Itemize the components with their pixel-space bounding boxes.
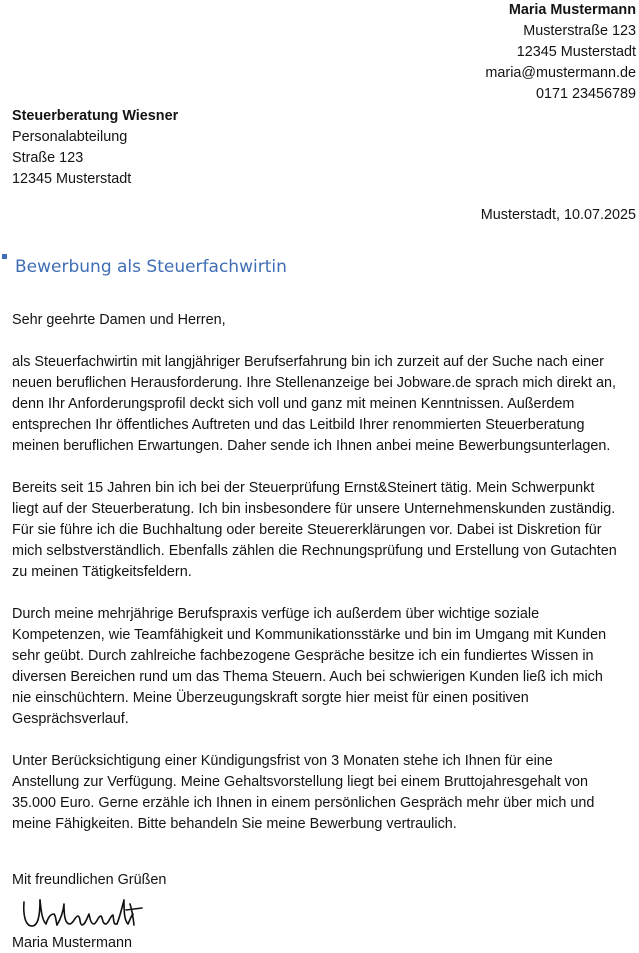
paragraph-line: meinen beruflichen Erwartungen. Daher sende ich Ihnen anbei meine Bewerbungsunterlagen. <box>12 438 611 454</box>
recipient-department: Personalabteilung <box>12 129 128 145</box>
paragraph-line: Für sie führe ich die Buchhaltung oder bereite Steuererklärungen vor. Dabei ist Diskretion für <box>12 522 602 538</box>
salutation: Sehr geehrte Damen und Herren, <box>12 312 226 328</box>
letter-body <box>12 310 634 856</box>
subject-marker-icon <box>2 254 7 259</box>
paragraph-line: Durch meine mehrjährige Berufspraxis verfüge ich außerdem über wichtige soziale <box>12 606 540 622</box>
paragraph-4 <box>12 751 634 835</box>
sender-block <box>485 0 636 105</box>
paragraph-line: Anstellung zur Verfügung. Meine Gehaltsvorstellung liegt bei einem Bruttojahresgehalt von <box>12 774 588 790</box>
signed-name: Maria Mustermann <box>12 935 132 951</box>
sender-email: maria@mustermann.de <box>485 65 636 81</box>
handwritten-signature <box>18 894 148 934</box>
letter-date: Musterstadt, 10.07.2025 <box>480 207 636 223</box>
paragraph-line: zu meinen Tätigkeitsfeldern. <box>12 564 192 580</box>
paragraph-2 <box>12 478 634 583</box>
paragraph-line: Kompetenzen, wie Teamfähigkeit und Kommunikationsstärke und bin im Umgang mit Kunden <box>12 627 607 643</box>
paragraph-line: nie einschüchtern. Meine Überzeugungskraft sorgte hier meist für einen positiven <box>12 690 529 706</box>
recipient-city: 12345 Musterstadt <box>12 171 132 187</box>
paragraph-line: als Steuerfachwirtin mit langjähriger Berufserfahrung bin ich zurzeit auf der Suche nach einer <box>12 354 604 370</box>
recipient-company: Steuerberatung Wiesner <box>12 108 179 124</box>
sender-street: Musterstraße 123 <box>523 23 636 39</box>
sender-city: 12345 Musterstadt <box>516 44 636 60</box>
sender-phone: 0171 23456789 <box>535 86 636 102</box>
recipient-street: Straße 123 <box>12 150 84 166</box>
paragraph-line: Unter Berücksichtigung einer Kündigungsfrist von 3 Monaten stehe ich Ihnen für eine <box>12 753 553 769</box>
recipient-block <box>12 106 178 190</box>
paragraph-line: neuen beruflichen Herausforderung. Ihre Stellenanzeige bei Jobware.de sprach mich direkt an, <box>12 375 616 391</box>
paragraph-line: mich selbstverständlich. Ebenfalls zählen die Rechnungsprüfung und Erstellung von Gutachten <box>12 543 617 559</box>
paragraph-line: entsprechen Ihr öffentliches Auftreten und das Leitbild Ihrer renommierten Steuerberatung <box>12 417 585 433</box>
paragraph-1 <box>12 352 634 457</box>
paragraph-line: Bereits seit 15 Jahren bin ich bei der Steuerprüfung Ernst&Steinert tätig. Mein Schwerpunkt <box>12 480 595 496</box>
paragraph-line: Gesprächsverlauf. <box>12 711 129 727</box>
paragraph-line: meine Fähigkeiten. Bitte behandeln Sie meine Bewerbung vertraulich. <box>12 816 457 832</box>
paragraph-line: diversen Bereichen rund um das Thema Steuern. Auch bei schwierigen Kunden ließ ich mich <box>12 669 603 685</box>
paragraph-line: liegt auf der Steuerberatung. Ich bin insbesondere für unsere Unternehmenskunden zuständig. <box>12 501 616 517</box>
closing: Mit freundlichen Grüßen <box>12 872 167 888</box>
paragraph-line: denn Ihr Anforderungsprofil deckt sich voll und ganz mit meinen Kenntnissen. Außerdem <box>12 396 575 412</box>
paragraph-line: 35.000 Euro. Gerne erzähle ich Ihnen in einem persönlichen Gespräch mehr über mich und <box>12 795 595 811</box>
paragraph-3 <box>12 604 634 730</box>
sender-name: Maria Mustermann <box>508 2 636 18</box>
subject-line: Bewerbung als Steuerfachwirtin <box>15 257 287 277</box>
paragraph-line: sehr geübt. Durch zahlreiche fachbezogene Gespräche besitze ich ein fundiertes Wissen in <box>12 648 594 664</box>
